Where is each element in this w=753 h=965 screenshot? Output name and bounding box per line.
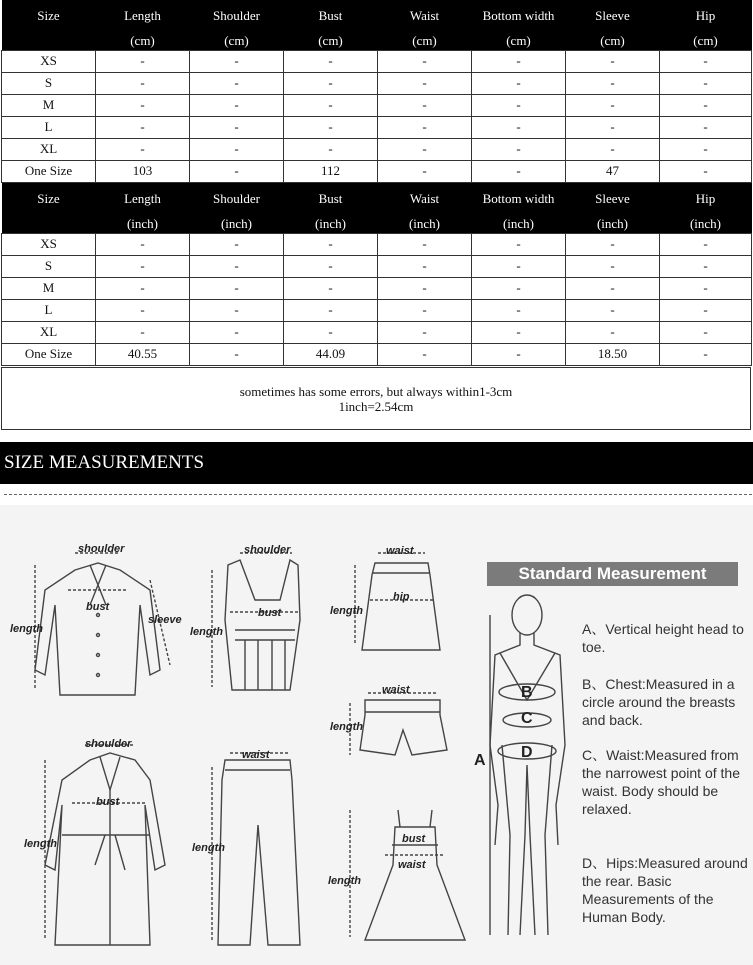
value-cell: - xyxy=(190,343,284,365)
skirt-length-label: length xyxy=(330,605,363,617)
skirt-hip-label: hip xyxy=(393,591,410,603)
definition-c xyxy=(582,746,750,818)
column-header-unit: (cm) xyxy=(318,33,343,48)
value-cell: - xyxy=(284,321,378,343)
size-cell: XL xyxy=(2,138,96,160)
column-header xyxy=(660,0,752,50)
value-cell: - xyxy=(378,116,472,138)
definition-c-key: C、 xyxy=(582,747,607,763)
column-header-label: Bust xyxy=(318,191,343,206)
value-cell: - xyxy=(378,277,472,299)
value-cell: - xyxy=(96,255,190,277)
column-header-unit: (cm) xyxy=(412,33,437,48)
body-label-a: A xyxy=(474,752,486,769)
column-header-label: Bottom width xyxy=(482,8,555,23)
definition-b-key: B、 xyxy=(582,676,606,692)
definition-d-key: D、 xyxy=(582,855,607,871)
table-row xyxy=(2,343,752,365)
column-header-label: Hip xyxy=(695,191,716,206)
table-row xyxy=(2,321,752,343)
blouse-sleeve-label: sleeve xyxy=(148,614,182,626)
tank-shoulder-label: shoulder xyxy=(244,544,291,556)
value-cell: - xyxy=(472,321,566,343)
value-cell: - xyxy=(284,94,378,116)
column-header xyxy=(190,183,284,233)
column-header xyxy=(660,183,752,233)
column-header xyxy=(566,183,660,233)
value-cell: - xyxy=(96,138,190,160)
value-cell: 103 xyxy=(96,160,190,182)
value-cell: - xyxy=(660,321,752,343)
value-cell: - xyxy=(190,299,284,321)
size-cell: One Size xyxy=(2,160,96,182)
column-header xyxy=(472,0,566,50)
value-cell: - xyxy=(660,72,752,94)
size-cell: XS xyxy=(2,50,96,72)
column-header-unit: (cm) xyxy=(506,33,531,48)
value-cell: - xyxy=(472,160,566,182)
value-cell: - xyxy=(660,138,752,160)
value-cell: - xyxy=(472,233,566,255)
column-header-unit xyxy=(2,23,96,34)
table-header-row xyxy=(2,0,752,50)
value-cell: - xyxy=(284,72,378,94)
definition-c-text: Waist:Measured from the narrowest point of the waist. Body should be relaxed. xyxy=(582,747,740,817)
value-cell: - xyxy=(472,116,566,138)
coat-drawing xyxy=(45,745,165,945)
body-label-b: B xyxy=(521,684,533,701)
size-cell: XL xyxy=(2,321,96,343)
coat-length-label: length xyxy=(24,838,57,850)
dress-waist-label: waist xyxy=(398,859,426,871)
column-header-unit: (inch) xyxy=(408,216,441,231)
table-row xyxy=(2,138,752,160)
value-cell: - xyxy=(284,138,378,160)
column-header-label: Shoulder xyxy=(213,191,260,206)
column-header xyxy=(284,183,378,233)
value-cell: - xyxy=(96,94,190,116)
skirt-waist-label: waist xyxy=(386,545,414,557)
column-header xyxy=(96,183,190,233)
value-cell: - xyxy=(660,116,752,138)
value-cell: - xyxy=(378,233,472,255)
column-header-unit: (inch) xyxy=(502,216,535,231)
column-header-label: Waist xyxy=(409,8,440,23)
shorts-waist-label: waist xyxy=(382,684,410,696)
size-measurements-banner: SIZE MEASUREMENTS xyxy=(0,442,753,484)
note-conversion-text: 1inch=2.54cm xyxy=(338,399,414,414)
column-header-unit xyxy=(2,206,96,217)
value-cell: - xyxy=(378,72,472,94)
column-header-label: Bottom width xyxy=(482,191,555,206)
value-cell: - xyxy=(96,50,190,72)
value-cell: 47 xyxy=(566,160,660,182)
column-header xyxy=(96,0,190,50)
column-header xyxy=(378,183,472,233)
value-cell: - xyxy=(378,255,472,277)
column-header-unit: (inch) xyxy=(314,216,347,231)
column-header-label: Length xyxy=(124,8,161,23)
table-row xyxy=(2,160,752,182)
size-cell: XS xyxy=(2,233,96,255)
size-cell: S xyxy=(2,255,96,277)
pants-length-label: length xyxy=(192,842,225,854)
value-cell: - xyxy=(284,50,378,72)
column-header-label: Shoulder xyxy=(213,8,260,23)
value-cell: 112 xyxy=(284,160,378,182)
column-header-label: Sleeve xyxy=(595,191,630,206)
column-header-unit: (inch) xyxy=(596,216,629,231)
tank-length-label: length xyxy=(190,626,223,638)
column-header xyxy=(190,0,284,50)
value-cell: - xyxy=(660,343,752,365)
value-cell: - xyxy=(190,255,284,277)
column-header-label: Waist xyxy=(409,191,440,206)
column-header xyxy=(566,0,660,50)
tank-top-drawing xyxy=(212,553,300,690)
note-error-text: sometimes has some errors, but always within1-3cm xyxy=(239,384,513,399)
value-cell: - xyxy=(660,233,752,255)
column-header-label: Sleeve xyxy=(595,8,630,23)
coat-bust-label: bust xyxy=(96,796,120,808)
column-header-label: Length xyxy=(124,191,161,206)
value-cell: - xyxy=(566,138,660,160)
value-cell: - xyxy=(190,138,284,160)
measurement-note xyxy=(1,367,751,430)
column-header-label: Size xyxy=(37,8,60,23)
value-cell: - xyxy=(660,94,752,116)
value-cell: - xyxy=(472,138,566,160)
value-cell: - xyxy=(284,277,378,299)
value-cell: - xyxy=(190,160,284,182)
blouse-shoulder-label: shoulder xyxy=(78,543,125,555)
value-cell: - xyxy=(660,160,752,182)
human-body-drawing xyxy=(490,595,565,935)
value-cell: - xyxy=(96,277,190,299)
column-header-unit: (cm) xyxy=(224,33,249,48)
value-cell: - xyxy=(190,50,284,72)
definition-b-text: Chest:Measured in a circle around the breasts and back. xyxy=(582,676,736,728)
table-row xyxy=(2,94,752,116)
value-cell: - xyxy=(566,116,660,138)
value-cell: - xyxy=(284,299,378,321)
value-cell: - xyxy=(472,343,566,365)
value-cell: - xyxy=(566,277,660,299)
column-header-unit: (cm) xyxy=(693,33,718,48)
definition-a xyxy=(582,620,750,656)
size-table-inch xyxy=(1,183,752,366)
value-cell: 40.55 xyxy=(96,343,190,365)
blouse-bust-label: bust xyxy=(86,601,110,613)
definition-a-text: Vertical height head to toe. xyxy=(582,621,744,655)
dress-length-label: length xyxy=(328,875,361,887)
value-cell: - xyxy=(96,233,190,255)
size-cell: One Size xyxy=(2,343,96,365)
value-cell: - xyxy=(378,343,472,365)
table-row xyxy=(2,233,752,255)
measurement-diagram xyxy=(0,505,753,965)
value-cell: - xyxy=(660,255,752,277)
column-header-label: Bust xyxy=(318,8,343,23)
body-label-c: C xyxy=(521,710,533,727)
value-cell: - xyxy=(190,116,284,138)
table-row xyxy=(2,50,752,72)
column-header xyxy=(2,183,96,233)
size-cell: L xyxy=(2,299,96,321)
value-cell: - xyxy=(378,138,472,160)
table-row xyxy=(2,72,752,94)
value-cell: - xyxy=(284,116,378,138)
value-cell: - xyxy=(378,299,472,321)
value-cell: 44.09 xyxy=(284,343,378,365)
column-header-unit: (inch) xyxy=(689,216,722,231)
value-cell: - xyxy=(190,321,284,343)
size-cell: M xyxy=(2,277,96,299)
value-cell: - xyxy=(566,233,660,255)
coat-shoulder-label: shoulder xyxy=(85,738,132,750)
definition-d xyxy=(582,854,750,926)
value-cell: - xyxy=(660,299,752,321)
pants-drawing xyxy=(212,753,300,945)
table-row xyxy=(2,116,752,138)
value-cell: - xyxy=(96,321,190,343)
table-row xyxy=(2,277,752,299)
value-cell: - xyxy=(284,233,378,255)
value-cell: - xyxy=(566,321,660,343)
value-cell: - xyxy=(472,299,566,321)
value-cell: - xyxy=(190,277,284,299)
column-header xyxy=(378,0,472,50)
body-label-d: D xyxy=(521,744,533,761)
value-cell: - xyxy=(566,255,660,277)
value-cell: - xyxy=(378,94,472,116)
column-header-unit: (cm) xyxy=(600,33,625,48)
value-cell: - xyxy=(472,255,566,277)
table-row xyxy=(2,299,752,321)
column-header-label: Hip xyxy=(695,8,716,23)
shorts-length-label: length xyxy=(330,721,363,733)
value-cell: - xyxy=(472,277,566,299)
dashed-divider xyxy=(4,494,752,495)
size-cell: M xyxy=(2,94,96,116)
shorts-drawing xyxy=(350,693,447,755)
value-cell: - xyxy=(96,116,190,138)
table-header-row xyxy=(2,183,752,233)
value-cell: - xyxy=(566,50,660,72)
size-cell: S xyxy=(2,72,96,94)
column-header xyxy=(284,0,378,50)
value-cell: - xyxy=(96,299,190,321)
value-cell: - xyxy=(378,50,472,72)
value-cell: - xyxy=(378,160,472,182)
column-header xyxy=(472,183,566,233)
value-cell: - xyxy=(472,94,566,116)
value-cell: - xyxy=(190,72,284,94)
value-cell: - xyxy=(566,299,660,321)
column-header-unit: (cm) xyxy=(130,33,155,48)
standard-measurement-title: Standard Measurement xyxy=(487,562,738,586)
blouse-length-label: length xyxy=(10,623,43,635)
tank-bust-label: bust xyxy=(258,607,282,619)
pants-waist-label: waist xyxy=(242,749,270,761)
value-cell: - xyxy=(472,72,566,94)
value-cell: - xyxy=(190,94,284,116)
column-header xyxy=(2,0,96,50)
column-header-unit: (inch) xyxy=(126,216,159,231)
size-cell: L xyxy=(2,116,96,138)
value-cell: - xyxy=(566,72,660,94)
value-cell: 18.50 xyxy=(566,343,660,365)
size-table-cm xyxy=(1,0,752,183)
value-cell: - xyxy=(284,255,378,277)
table-row xyxy=(2,255,752,277)
column-header-label: Size xyxy=(37,191,60,206)
value-cell: - xyxy=(96,72,190,94)
column-header-unit: (inch) xyxy=(220,216,253,231)
value-cell: - xyxy=(660,50,752,72)
value-cell: - xyxy=(660,277,752,299)
value-cell: - xyxy=(190,233,284,255)
definition-a-key: A、 xyxy=(582,621,606,637)
value-cell: - xyxy=(472,50,566,72)
dress-bust-label: bust xyxy=(402,833,426,845)
value-cell: - xyxy=(378,321,472,343)
definition-d-text: Hips:Measured around the rear. Basic Measurements of the Human Body. xyxy=(582,855,748,925)
value-cell: - xyxy=(566,94,660,116)
dress-drawing xyxy=(350,810,465,940)
definition-b xyxy=(582,675,750,729)
